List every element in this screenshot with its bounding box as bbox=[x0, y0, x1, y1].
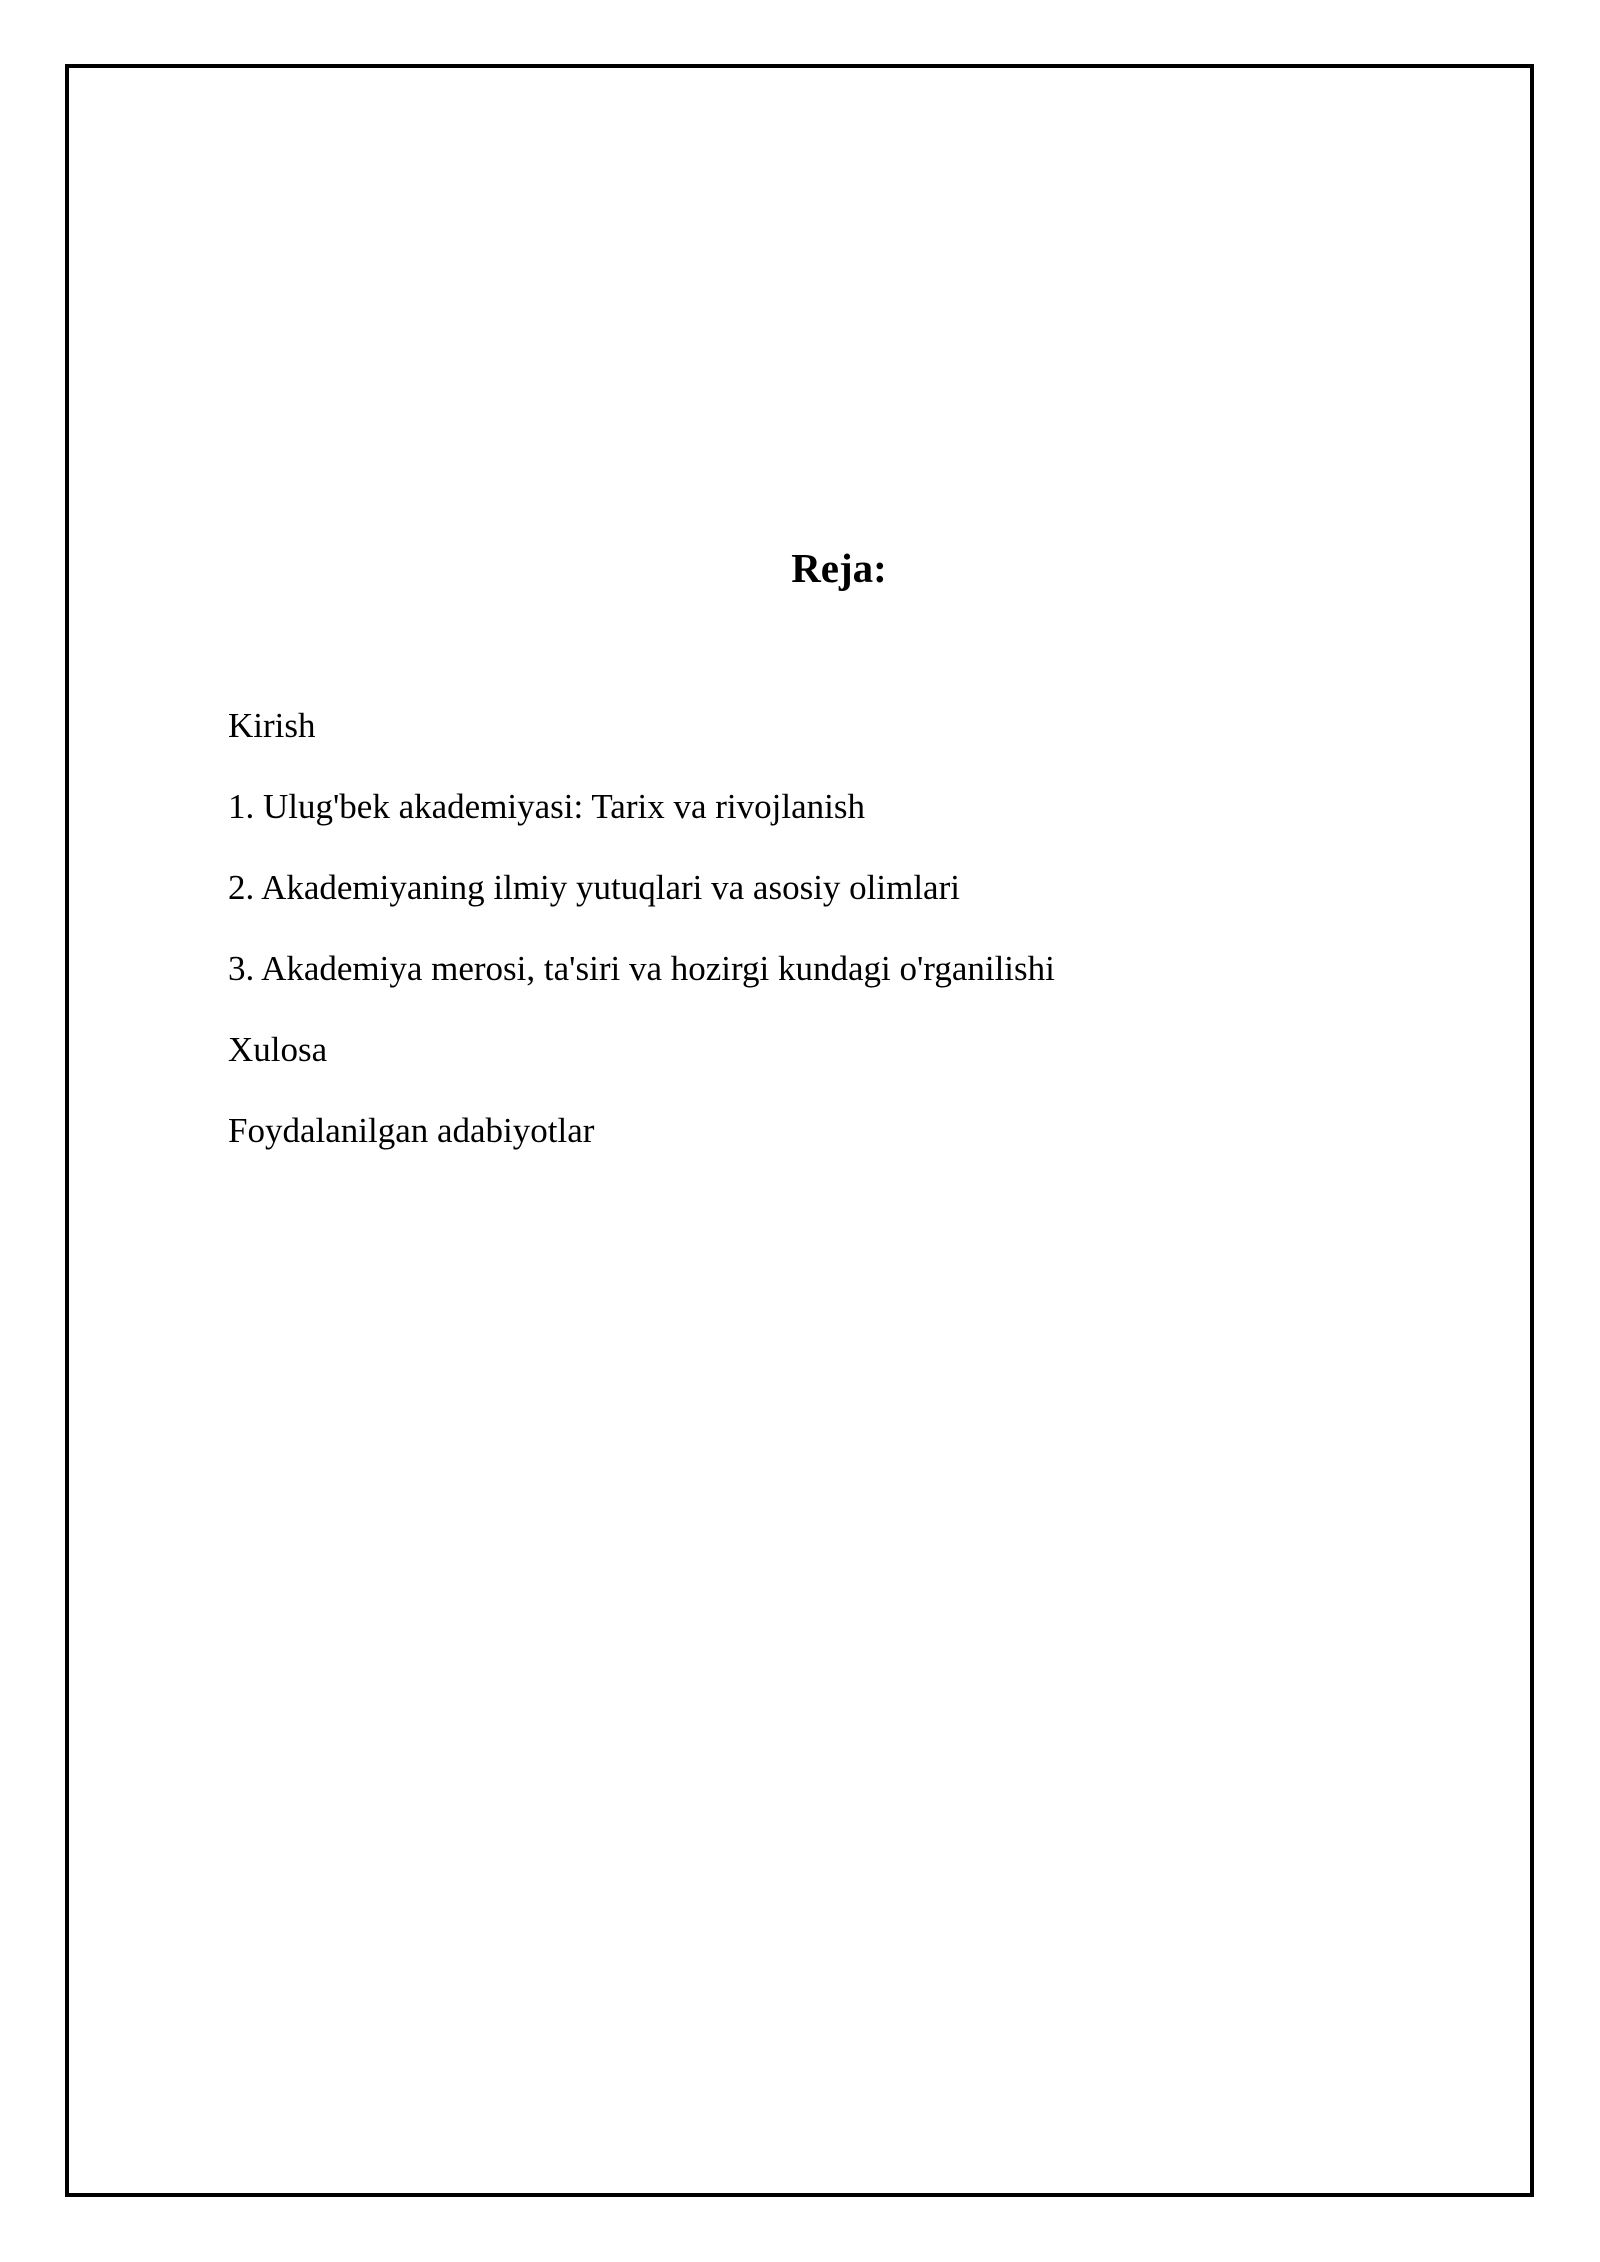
plan-item-references: Foydalanilgan adabiyotlar bbox=[228, 1111, 595, 1150]
page-title: Reja: bbox=[791, 545, 887, 591]
plan-list bbox=[228, 708, 1055, 1194]
plan-item-2: 2. Akademiyaning ilmiy yutuqlari va asosiy olimlari bbox=[228, 868, 960, 907]
plan-item-intro: Kirish bbox=[228, 706, 316, 745]
plan-item-3: 3. Akademiya merosi, ta'siri va hozirgi kundagi o'rganilishi bbox=[228, 949, 1055, 988]
plan-item-1: 1. Ulug'bek akademiyasi: Tarix va rivojlanish bbox=[228, 787, 865, 826]
plan-item-conclusion: Xulosa bbox=[228, 1030, 328, 1069]
